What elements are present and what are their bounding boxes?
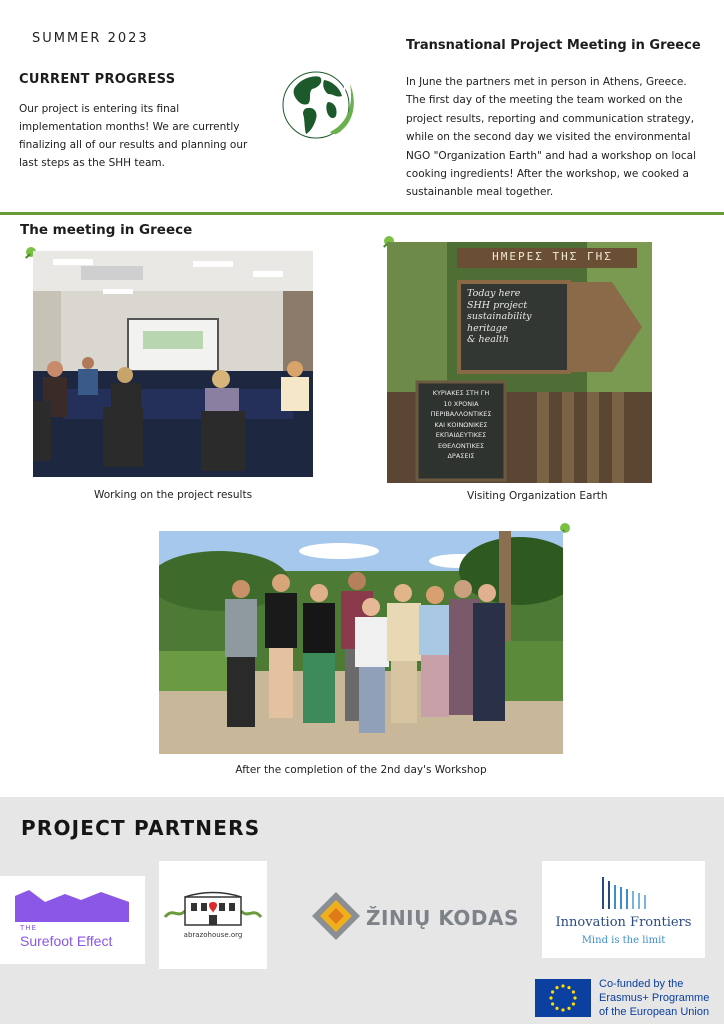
house-icon <box>163 889 263 929</box>
ziniu-kodas-icon <box>310 890 362 942</box>
meeting-paragraph: In June the partners met in person in Athens, Greece. The first day of the meeting the team worked on the project results, reporting and communication strategy, while on the second day we visited the environmental NGO "Organization Earth" and had a workshop on local cooking ingredients! After the workshop, we cooked a sustainanble meal together. <box>406 76 697 199</box>
progress-heading: CURRENT PROGRESS <box>19 72 176 87</box>
gallery-heading: The meeting in Greece <box>20 222 193 238</box>
logo-eu-erasmus: Co-funded by the Erasmus+ Programme of the European Union <box>535 976 719 1020</box>
photo-caption: Visiting Organization Earth <box>467 490 608 502</box>
photo-meeting-room <box>33 251 313 477</box>
logo-surefoot-effect: THE Surefoot Effect <box>0 876 145 964</box>
eu-flag-icon <box>535 979 591 1017</box>
sign-board-2: ΚΥΡΙΑΚΕΣ ΣΤΗ ΓΗ 10 ΧΡΟΝΙΑ ΠΕΡΙΒΑΛΛΟΝΤΙΚΕΣ ΚΑΙ ΚΟΙΝΩΝΙΚΕΣ ΕΚΠΑΙΔΕΥΤΙΚΕΣ ΕΘΕΛΟΝΤΙΚΕΣ ΔΡΑΣΕΙΣ <box>430 389 492 460</box>
photo-caption: After the completion of the 2nd day's Workshop <box>235 764 487 776</box>
logo-ziniu-kodas: ŽINIŲ KODAS <box>366 906 519 930</box>
photo-organization-earth <box>387 242 652 483</box>
sign-top-board: ΗΜΕΡΕΣ ΤΗΣ ΓΗΣ <box>492 250 613 263</box>
logo-abrazohouse: abrazohouse.org <box>159 861 267 969</box>
mountain-icon <box>15 888 129 922</box>
season-label: SUMMER 2023 <box>32 31 149 46</box>
partners-heading: PROJECT PARTNERS <box>21 816 261 840</box>
barcode-icon <box>600 877 650 909</box>
logo-innovation-frontiers: Innovation Frontiers Mind is the limit <box>542 861 705 958</box>
photo-group <box>159 531 563 754</box>
meeting-heading: Transnational Project Meeting in Greece <box>406 38 701 53</box>
sign-board-1: Today here SHH project sustainability heritage & health <box>467 288 532 345</box>
progress-paragraph: Our project is entering its final implementation months! We are currently finalizing all of our results and planning our last steps as the SHH team. <box>19 103 248 169</box>
photo-caption: Working on the project results <box>93 489 253 501</box>
globe-icon <box>278 64 360 146</box>
section-divider <box>0 212 724 215</box>
